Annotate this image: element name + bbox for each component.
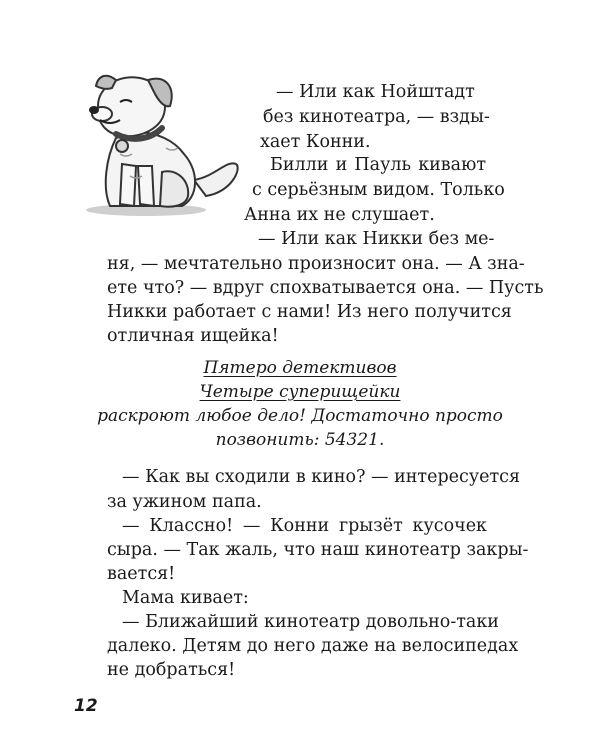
text-line: отличная ищейка! bbox=[107, 326, 279, 346]
text-line: не добраться! bbox=[107, 660, 236, 680]
text-line: ня, — мечтательно произносит она. — А зна- bbox=[107, 254, 525, 274]
text-line: — Классно! — Конни грызёт кусочек bbox=[122, 516, 487, 536]
note-line: Четыре суперищейки bbox=[199, 382, 401, 402]
text-line: Билли и Пауль кивают bbox=[270, 155, 486, 175]
note-line: Пятеро детективов bbox=[203, 358, 397, 378]
page-number: 12 bbox=[74, 696, 98, 716]
text-line: с серьёзным видом. Только bbox=[252, 180, 505, 200]
text-line: — Ближайший кинотеатр довольно-таки bbox=[122, 612, 499, 632]
text-line: Никки работает с нами! Из него получится bbox=[107, 302, 512, 322]
text-line: — Или как Нойштадт bbox=[276, 82, 475, 102]
text-line: Анна их не слушает. bbox=[244, 205, 435, 225]
note-line: позвонить: 54321. bbox=[215, 430, 385, 450]
text-line: далеко. Детям до него даже на велосипедах bbox=[107, 636, 519, 656]
text-line: за ужином папа. bbox=[107, 492, 262, 512]
text-line: хает Конни. bbox=[260, 132, 371, 152]
text-line: — Как вы сходили в кино? — интересуется bbox=[122, 467, 520, 487]
text-line: ете что? — вдруг спохватывается она. — Пусть bbox=[107, 278, 544, 298]
text-line: вается! bbox=[107, 564, 176, 584]
text-line: — Или как Никки без ме- bbox=[258, 229, 495, 249]
text-line: без кинотеатра, — взды- bbox=[263, 107, 490, 127]
text-line: сыра. — Так жаль, что наш кинотеатр закры- bbox=[107, 540, 529, 560]
note-line: раскроют любое дело! Достаточно просто bbox=[97, 406, 503, 426]
text-line: Мама кивает: bbox=[122, 588, 249, 608]
sitting-dog-illustration bbox=[76, 68, 248, 218]
